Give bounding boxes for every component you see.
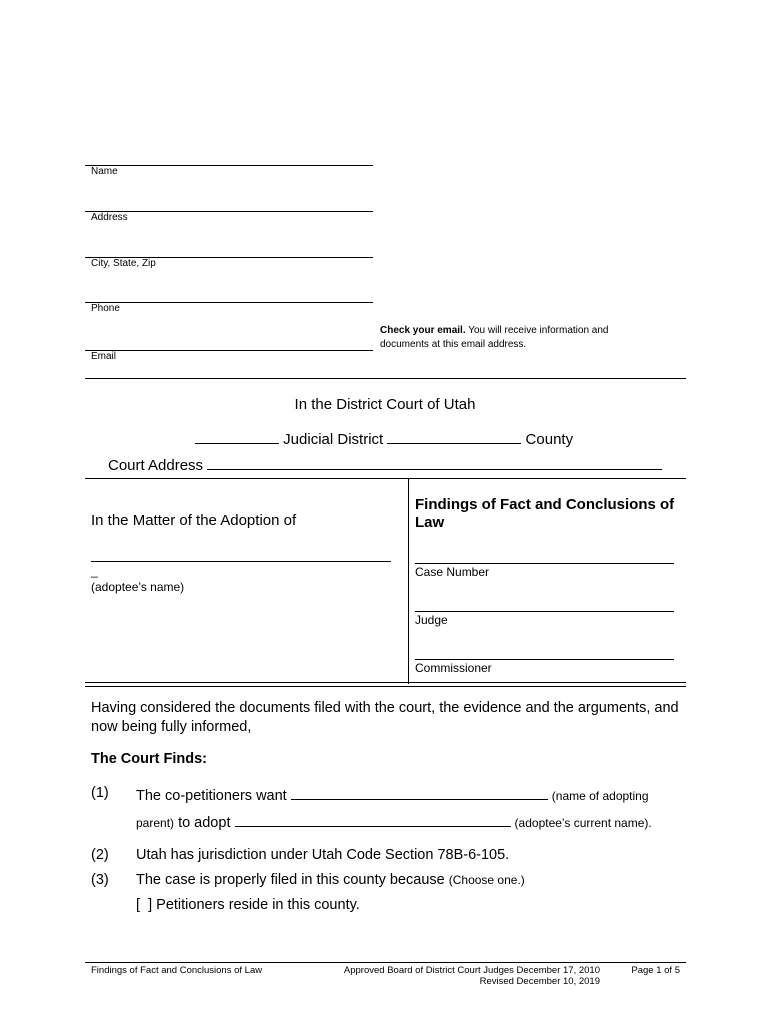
footer-page-number: Page 1 of 5: [631, 965, 680, 976]
phone-label: Phone: [91, 303, 120, 314]
court-top-rule: [85, 378, 686, 379]
item1-hint2: (adoptee’s current name).: [514, 816, 652, 830]
court-title: In the District Court of Utah: [294, 396, 476, 413]
adoptee-name-line[interactable]: [91, 561, 391, 562]
case-number-line[interactable]: [415, 563, 674, 564]
adopting-parent-blank[interactable]: [291, 785, 548, 800]
caption-top-rule: [85, 478, 686, 479]
item3-number: (3): [91, 872, 109, 888]
commissioner-label: Commissioner: [415, 661, 492, 675]
item1-hint: (name of adopting: [551, 789, 649, 803]
judicial-district-label: Judicial District: [283, 431, 384, 448]
adoptee-current-name-blank[interactable]: [235, 812, 511, 827]
adoptee-name-label: (adoptee’s name): [91, 580, 185, 594]
case-number-label: Case Number: [415, 565, 490, 579]
address-label: Address: [91, 212, 128, 223]
court-address-line: [108, 455, 662, 474]
email-note-bold: Check your email.: [380, 325, 466, 336]
address-line: [85, 211, 373, 212]
footer-revised: Revised December 10, 2019: [479, 976, 600, 987]
court-address-blank[interactable]: [207, 455, 662, 470]
option1-checkbox[interactable]: [ ]: [136, 897, 153, 913]
email-note-line2: documents at this email address.: [380, 339, 527, 350]
adoptee-underscore: _: [91, 564, 98, 578]
item3-hint: (Choose one.): [448, 873, 525, 887]
item1-cont-a: parent): [136, 816, 175, 830]
commissioner-line[interactable]: [415, 659, 674, 660]
email-note: [380, 324, 670, 352]
court-finds-heading: The Court Finds:: [91, 751, 207, 767]
option1-label: Petitioners reside in this county.: [156, 897, 360, 913]
caption-divider: [408, 479, 409, 684]
county-blank[interactable]: [387, 429, 521, 444]
footer-center: [300, 965, 600, 987]
court-address-label: Court Address: [108, 457, 204, 474]
matter-label: In the Matter of the Adoption of: [91, 512, 297, 529]
footer-approved: Approved Board of District Court Judges December 17, 2010: [343, 965, 600, 976]
city-state-zip-label: City, State, Zip: [91, 258, 156, 269]
document-title: Findings of Fact and Conclusions of Law: [415, 496, 675, 531]
item1-number: (1): [91, 785, 109, 801]
email-note-rest: You will receive information and: [468, 325, 609, 336]
item1-cont-b: to adopt: [178, 815, 231, 831]
item1-line2: [136, 812, 652, 831]
intro-paragraph: Having considered the documents filed with the court, the evidence and the arguments, and now being fully informed,: [91, 700, 679, 735]
footer-left: Findings of Fact and Conclusions of Law: [91, 965, 263, 976]
name-label: Name: [91, 166, 118, 177]
item2-text: Utah has jurisdiction under Utah Code Section 78B-6-105.: [136, 847, 510, 863]
judge-label: Judge: [415, 613, 448, 627]
email-line: [85, 350, 373, 351]
option1-row: [136, 897, 360, 913]
email-label: Email: [91, 351, 117, 362]
item3-text: The case is properly filed in this county because: [136, 872, 445, 888]
judge-line[interactable]: [415, 611, 674, 612]
item1-line1: [136, 785, 649, 804]
item1-text: The co-petitioners want: [136, 788, 287, 804]
item3-line: [136, 872, 525, 888]
county-label: County: [525, 431, 574, 448]
district-blank[interactable]: [195, 429, 279, 444]
district-county-line: [195, 429, 573, 448]
item2-number: (2): [91, 847, 109, 863]
name-line: [85, 165, 373, 166]
phone-line: [85, 302, 373, 303]
footer-rule: [85, 962, 686, 963]
caption-bottom-rule: [85, 682, 686, 687]
